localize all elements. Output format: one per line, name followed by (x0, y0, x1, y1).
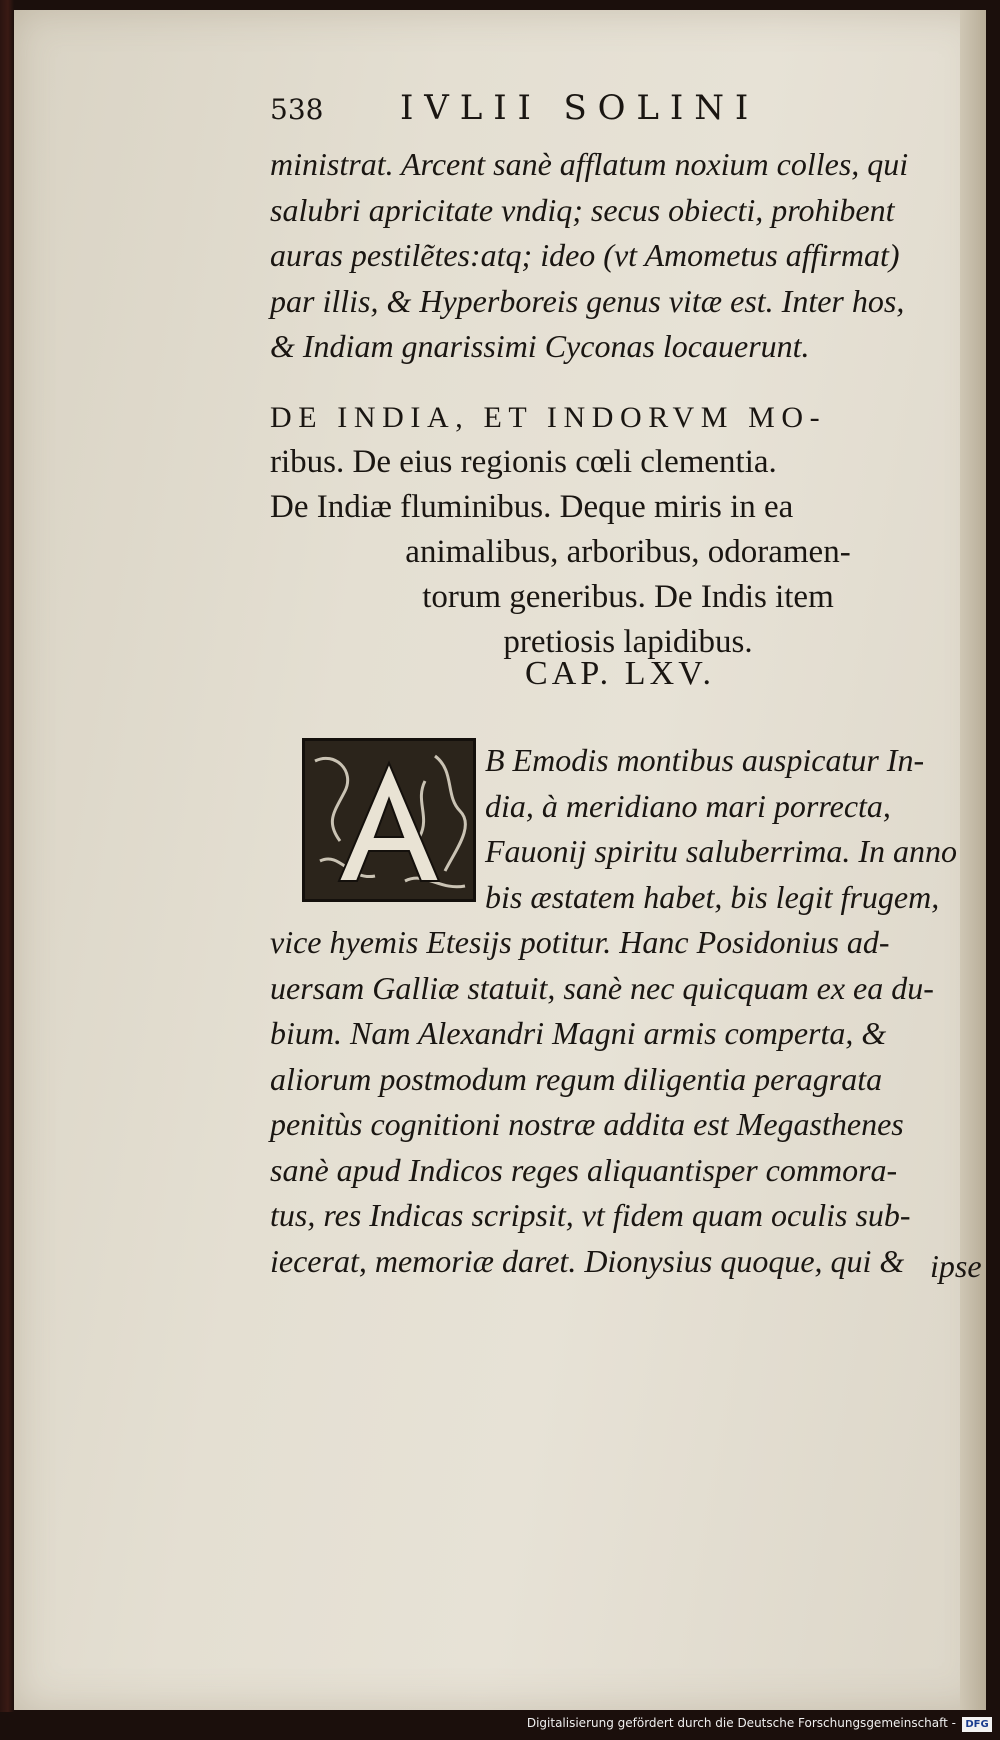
heading-line: animalibus, arboribus, odoramen- (405, 534, 851, 570)
heading-line: DE INDIA, ET INDORVM MO- (270, 401, 827, 434)
text-line: bis æstatem habet, bis legit frugem, (485, 878, 940, 915)
text-line: uersam Galliæ statuit, sanè nec quicquam ex ea du- (270, 969, 934, 1006)
dfg-logo-icon: DFG (962, 1717, 992, 1732)
text-line: tus, res Indicas scripsit, vt fidem quam oculis sub- (270, 1197, 911, 1233)
heading-line: De Indiæ fluminibus. Deque miris in ea (270, 489, 794, 525)
text-line: par illis, & Hyperboreis genus vitæ est. Inter hos, (270, 282, 905, 319)
text-line: iecerat, memoriæ daret. Dionysius quoque, qui & (270, 1242, 905, 1279)
text-block-body (270, 738, 986, 1284)
text-line: salubri apricitate vndiq; secus obiecti, prohibent (270, 191, 895, 228)
chapter-number: CAP. LXV. (524, 655, 716, 692)
text-line: & Indiam gnarissimi Cyconas locauerunt. (270, 328, 810, 364)
catchword: ipse (930, 1248, 982, 1284)
text-block-top (270, 142, 986, 370)
text-line: dia, à meridiano mari porrecta, (485, 787, 891, 824)
heading-line: pretiosis lapidibus. (503, 624, 753, 660)
text-line: vice hyemis Etesijs potitur. Hanc Posidonius ad- (270, 924, 890, 960)
text-line: aliorum postmodum regum diligentia peragrata (270, 1060, 883, 1097)
running-title: IVLII SOLINI (400, 88, 760, 128)
text-line: auras pestilẽtes:atq; ideo (vt Amometus affirmat) (270, 237, 900, 273)
digitization-footer (0, 1712, 1000, 1740)
running-header (270, 88, 986, 134)
text-line: B Emodis montibus auspicatur In- (485, 742, 925, 778)
heading-line: ribus. De eius regionis cœli clementia. (270, 444, 777, 480)
text-line: bium. Nam Alexandri Magni armis comperta, & (270, 1015, 887, 1051)
heading-line: torum generibus. De Indis item (422, 579, 834, 615)
footer-credit: Digitalisierung gefördert durch die Deutsche Forschungsgemeinschaft - (526, 1716, 956, 1730)
chapter-heading (270, 395, 986, 665)
text-line: ministrat. Arcent sanè afflatum noxium colles, qui (270, 146, 909, 182)
text-line: Fauonij spiritu saluberrima. In anno (485, 833, 958, 869)
page-number: 538 (270, 93, 324, 126)
text-line: sanè apud Indicos reges aliquantisper commora- (270, 1151, 898, 1188)
text-line: penitùs cognitioni nostræ addita est Megasthenes (270, 1106, 904, 1142)
